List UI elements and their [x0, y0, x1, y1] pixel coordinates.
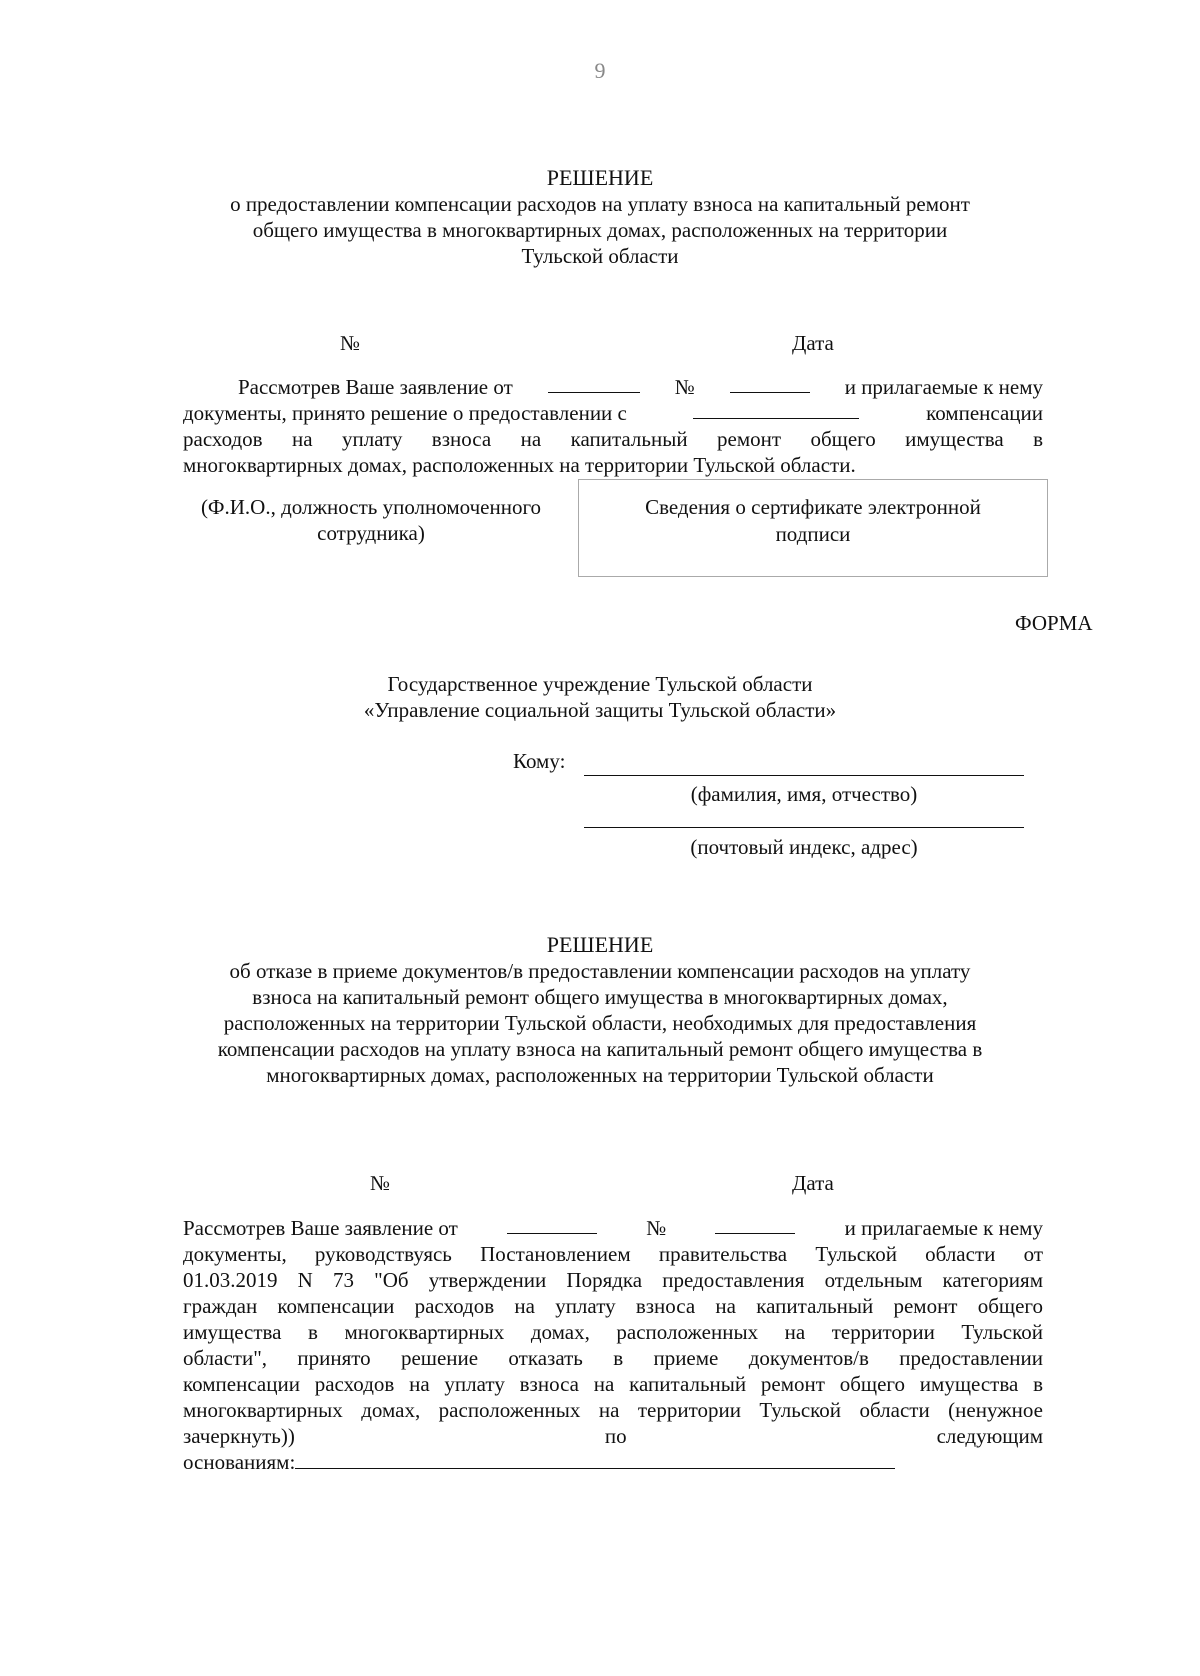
application-number-blank[interactable]: [730, 374, 810, 393]
body-text: Рассмотрев Ваше заявление от: [183, 1216, 458, 1240]
grounds-label: основаниям:: [183, 1450, 296, 1474]
certificate-caption-line: подписи: [775, 522, 851, 546]
signer-caption-line: (Ф.И.О., должность уполномоченного: [200, 495, 542, 519]
body-text: 01.03.2019 N 73 "Об утверждении Порядка предоставления отдельным категориям: [183, 1268, 1043, 1292]
decision-grant-header: [100, 165, 1100, 269]
body-text: по: [604, 1424, 627, 1448]
body-text: и прилагаемые к нему: [844, 375, 1043, 399]
start-date-blank[interactable]: [693, 400, 859, 419]
body-text: многоквартирных домах, расположенных на территории Тульской области.: [183, 453, 856, 477]
decision-refusal-body: [183, 1215, 1043, 1475]
signer-caption: [176, 494, 566, 546]
recipient-name-line[interactable]: [584, 775, 1024, 776]
decision-subtitle-line: об отказе в приеме документов/в предоставлении компенсации расходов на уплату: [229, 959, 971, 983]
decision-refusal-header: [60, 932, 1140, 1088]
date-label: Дата: [792, 331, 834, 355]
body-text: зачеркнуть)): [183, 1424, 295, 1448]
decision-subtitle-line: Тульской области: [521, 244, 679, 268]
decision-title: РЕШЕНИЕ: [546, 932, 654, 957]
body-text: №: [674, 375, 695, 399]
body-text: компенсации: [926, 401, 1043, 425]
decision-grant-body: [183, 374, 1043, 478]
decision-subtitle-line: компенсации расходов на уплату взноса на капитальный ремонт общего имущества в: [217, 1037, 983, 1061]
body-text: граждан компенсации расходов на уплату взноса на капитальный ремонт общего: [183, 1294, 1043, 1318]
application-date-blank[interactable]: [507, 1215, 597, 1234]
decision-subtitle-line: расположенных на территории Тульской области, необходимых для предоставления: [223, 1011, 977, 1035]
decision-title: РЕШЕНИЕ: [546, 165, 654, 190]
page-number: 9: [594, 58, 606, 83]
grounds-blank[interactable]: [295, 1450, 895, 1469]
body-text: многоквартирных домах, расположенных на территории Тульской области (ненужное: [183, 1398, 1043, 1422]
number-label: №: [340, 331, 361, 355]
body-text: документы, руководствуясь Постановлением правительства Тульской области от: [183, 1242, 1043, 1266]
application-number-blank[interactable]: [715, 1215, 795, 1234]
institution-name: [200, 671, 1000, 723]
application-date-blank[interactable]: [548, 374, 640, 393]
body-text: имущества в многоквартирных домах, расположенных на территории Тульской: [183, 1320, 1043, 1344]
body-text: компенсации расходов на уплату взноса на капитальный ремонт общего имущества в: [183, 1372, 1043, 1396]
date-label: Дата: [792, 1171, 834, 1195]
recipient-name-caption: (фамилия, имя, отчество): [690, 782, 918, 806]
decision-subtitle-line: многоквартирных домах, расположенных на территории Тульской области: [266, 1063, 934, 1087]
institution-line: Государственное учреждение Тульской области: [387, 672, 813, 696]
body-text: Рассмотрев Ваше заявление от: [237, 375, 513, 399]
body-text: области", принято решение отказать в приеме документов/в предоставлении: [183, 1346, 1043, 1370]
body-text: расходов на уплату взноса на капитальный ремонт общего имущества в: [183, 427, 1043, 451]
certificate-caption-line: Сведения о сертификате электронной: [645, 495, 981, 519]
form-label: ФОРМА: [1015, 611, 1093, 635]
body-text: документы, принято решение о предоставлении с: [183, 401, 627, 425]
decision-subtitle-line: общего имущества в многоквартирных домах, расположенных на территории: [252, 218, 948, 242]
decision-subtitle-line: взноса на капитальный ремонт общего имущества в многоквартирных домах,: [252, 985, 948, 1009]
body-text: следующим: [936, 1424, 1043, 1448]
body-text: и прилагаемые к нему: [844, 1216, 1043, 1240]
signer-caption-line: сотрудника): [317, 521, 425, 545]
recipient-label: Кому:: [513, 749, 566, 773]
body-text: №: [646, 1216, 667, 1240]
signature-certificate-box: [578, 479, 1048, 577]
number-label: №: [370, 1171, 391, 1195]
recipient-address-caption: (почтовый индекс, адрес): [690, 835, 918, 859]
institution-line: «Управление социальной защиты Тульской области»: [363, 698, 837, 722]
recipient-address-line[interactable]: [584, 827, 1024, 828]
decision-subtitle-line: о предоставлении компенсации расходов на уплату взноса на капитальный ремонт: [230, 192, 970, 216]
